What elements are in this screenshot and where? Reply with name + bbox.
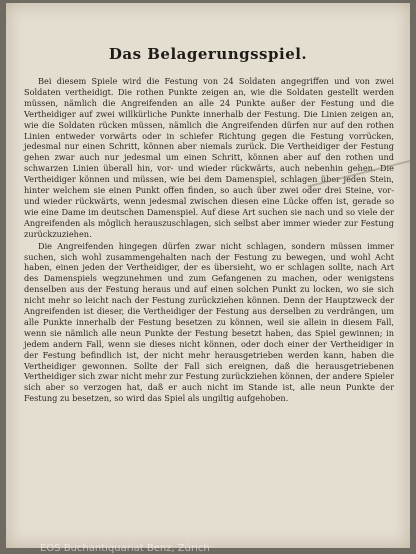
document-title: Das Belagerungsspiel. [108,45,308,63]
document-body [24,76,394,404]
paragraph-attackers: Die Angreifenden hingegen dürfen zwar nicht schlagen, sondern müssen immer suchen, sich wohl zusammengehalten nach der Festung zu bewegen, und wohl Acht haben, einen jeden der Vertheidiger, der es übersieht, wo er schlagen sollte, nach Art des Damenspiels wegzunehmen und zum Gefangenen zu machen, oder wenigstens denselben aus der Festung heraus und auf einen solchen Punkt zu locken, wo sie sich nicht mehr so leicht nach der Festung zurückziehen können. Denn der Hauptzweck der Angreifenden ist dieser, die Vertheidiger der Festung aus derselben zu verdrängen, um alle Punkte innerhalb der Festung besetzen zu können, weil sie allein in diesem Fall, wenn sie nämlich alle neun Punkte der Festung besetzt haben, das Spiel gewinnen; in jedem andern Fall, wenn sie dieses nicht können, oder doch einer der Vertheidiger in der Festung befindlich ist, der nicht mehr herausgetrieben werden kann, haben die Vertheidiger gewonnen. Sollte der Fall sich ereignen, daß die herausgetriebenen Vertheidiger sich zwar nicht mehr zur Festung zurückziehen können, der andere Spieler sich aber so verzogen hat, daß er auch nicht im Stande ist, alle neun Punkte der Festung zu besetzen, so wird das Spiel als ungiltig aufgehoben. [24,240,394,404]
paragraph-rules-intro: Bei diesem Spiele wird die Festung von 24 Soldaten angegriffen und von zwei Soldaten vertheidigt. Die rothen Punkte zeigen an, wie die Soldaten gestellt werden müssen, nämlich die Angreifenden an alle 24 Punkte außer der Festung und die Vertheidiger auf zwei willkürliche Punkte innerhalb der Festung. Die Linien zeigen an, wie die Soldaten rücken müssen, nämlich die Angreifenden dürfen nur auf den rothen Linien entweder vorwärts oder in schiefer Richtung gegen die Festung vorrücken, jedesmal nur einen Schritt, können aber niemals zurück. Die Vertheidiger der Festung gehen zwar auch nur jedesmal um einen Schritt, können aber auf den rothen und schwarzen Linien überall hin, vor- und wieder rückwärts, auch nebenhin gehen. Die Vertheidiger können und müssen, wie bei dem Damenspiel, schlagen über jeden Stein, hinter welchem sie einen Punkt offen finden, so auch über zwei oder drei Steine, vor- und wieder rückwärts, wenn jedesmal zwischen diesen eine Lücke offen ist, gerade so wie eine Dame im deutschen Damenspiel. Auf diese Art suchen sie nach und so viele der Angreifenden als möglich herauszuschlagen, sich selbst aber immer wieder zur Festung zurückzuziehen. [24,76,394,239]
paper-sheet [6,3,410,548]
watermark-text: EOS Buchantiquariat Benz, Zürich [40,543,210,554]
